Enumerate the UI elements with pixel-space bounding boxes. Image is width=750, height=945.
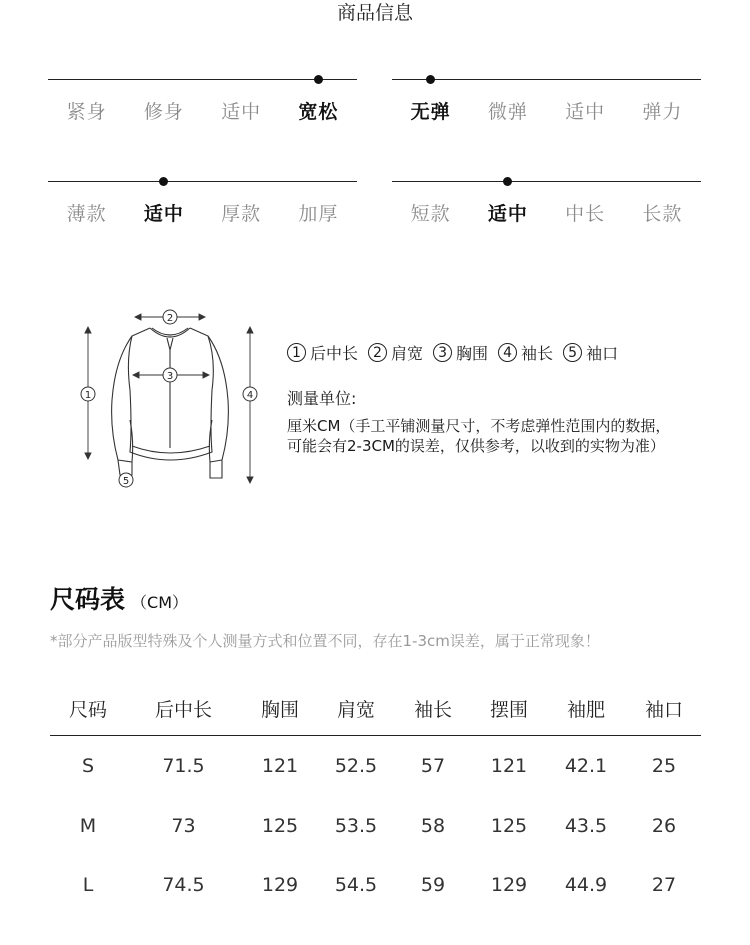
scale-marker xyxy=(503,177,512,186)
legend-label: 肩宽 xyxy=(391,344,424,363)
scale-line xyxy=(392,181,701,182)
scale-option: 微弹 xyxy=(487,101,528,123)
table-cell: 74.5 xyxy=(162,873,205,896)
column-header: 后中长 xyxy=(126,682,241,736)
table-cell: 43.5 xyxy=(564,814,608,837)
table-cell: 42.1 xyxy=(564,755,608,777)
table-cell: 129 xyxy=(490,873,528,896)
length-scale xyxy=(392,181,701,241)
size-table xyxy=(50,682,701,914)
legend-number: 3 xyxy=(433,343,452,362)
column-header: 胸围 xyxy=(241,682,319,736)
garment-diagram xyxy=(70,300,270,500)
column-header: 袖肥 xyxy=(545,682,627,736)
diagram-marker-label: 2 xyxy=(166,313,174,324)
scale-line xyxy=(48,181,357,182)
legend-item xyxy=(498,341,553,364)
table-cell: 25 xyxy=(651,755,677,777)
scale-option: 适中 xyxy=(487,203,528,225)
table-cell: 26 xyxy=(651,814,677,837)
table-cell: 125 xyxy=(490,814,528,837)
scale-option: 宽松 xyxy=(298,101,339,123)
table-cell: 71.5 xyxy=(162,755,205,777)
table-cell: 59 xyxy=(420,873,446,896)
legend-number: 4 xyxy=(498,343,517,362)
legend-item xyxy=(287,341,358,364)
table-cell: 52.5 xyxy=(334,755,378,777)
size-table-note: *部分产品版型特殊及个人测量方式和位置不同，存在1-3cm误差，属于正常现象！ xyxy=(50,632,600,650)
scale-option: 厚款 xyxy=(221,203,262,225)
measurement-legend xyxy=(287,341,628,364)
scale-line xyxy=(48,79,357,80)
legend-number: 2 xyxy=(368,343,387,362)
legend-number: 1 xyxy=(287,343,306,362)
table-row xyxy=(50,796,701,855)
table-cell: 57 xyxy=(420,755,446,777)
table-cell: 73 xyxy=(171,814,196,837)
table-cell: 58 xyxy=(420,814,446,837)
table-cell: M xyxy=(79,814,97,837)
scale-option: 薄款 xyxy=(66,203,107,225)
legend-label: 袖口 xyxy=(586,344,619,363)
fit-scale xyxy=(48,79,357,139)
unit-description-line: 厘米CM（手工平铺测量尺寸，不考虑弹性范围内的数据， xyxy=(287,417,671,435)
table-cell: L xyxy=(82,873,94,896)
scale-option: 短款 xyxy=(410,203,451,225)
table-row xyxy=(50,736,701,797)
column-header: 尺码 xyxy=(50,682,126,736)
scale-option: 无弹 xyxy=(410,101,451,123)
sweatshirt-sketch xyxy=(70,300,270,500)
table-cell: 54.5 xyxy=(334,873,378,896)
scale-option: 适中 xyxy=(143,203,184,225)
size-table-unit: （CM） xyxy=(131,593,188,612)
scale-option: 适中 xyxy=(221,101,262,123)
table-cell: 129 xyxy=(261,873,299,896)
column-header: 袖长 xyxy=(393,682,473,736)
column-header: 袖口 xyxy=(627,682,701,736)
legend-item xyxy=(563,341,618,364)
table-cell: S xyxy=(81,755,95,777)
table-cell: 53.5 xyxy=(334,814,378,837)
legend-item xyxy=(368,341,423,364)
table-cell: 121 xyxy=(261,755,299,777)
diagram-marker-label: 5 xyxy=(122,476,130,487)
unit-label: 测量单位: xyxy=(287,389,357,408)
table-cell: 44.9 xyxy=(564,873,608,896)
table-cell: 121 xyxy=(490,755,528,777)
unit-description-line: 可能会有2-3CM的误差，仅供参考，以收到的实物为准） xyxy=(287,437,665,455)
size-table-title xyxy=(50,580,188,616)
legend-item xyxy=(433,341,488,364)
scale-marker xyxy=(159,177,168,186)
column-header: 肩宽 xyxy=(319,682,393,736)
thickness-scale xyxy=(48,181,357,241)
scale-option: 中长 xyxy=(565,203,606,225)
legend-label: 袖长 xyxy=(521,344,554,363)
unit-description xyxy=(287,416,717,456)
scale-option: 修身 xyxy=(143,101,184,123)
diagram-marker-label: 1 xyxy=(84,390,92,401)
column-header: 摆围 xyxy=(473,682,545,736)
scale-marker xyxy=(314,75,323,84)
table-cell: 27 xyxy=(651,873,677,896)
table-header-row xyxy=(50,682,701,736)
legend-label: 胸围 xyxy=(456,344,489,363)
legend-number: 5 xyxy=(563,343,582,362)
scale-option: 紧身 xyxy=(66,101,107,123)
scale-option: 适中 xyxy=(565,101,606,123)
elasticity-scale xyxy=(392,79,701,139)
size-table-title-text: 尺码表 xyxy=(50,585,126,614)
legend-label: 后中长 xyxy=(310,344,359,363)
diagram-marker-label: 4 xyxy=(246,390,254,401)
diagram-marker-label: 3 xyxy=(166,371,174,382)
scale-option: 加厚 xyxy=(298,203,339,225)
scale-marker xyxy=(426,75,435,84)
table-cell: 125 xyxy=(261,814,299,837)
scale-option: 弹力 xyxy=(642,101,683,123)
scale-line xyxy=(392,79,701,80)
table-row xyxy=(50,855,701,914)
page-title: 商品信息 xyxy=(336,2,413,24)
scale-option: 长款 xyxy=(642,203,683,225)
